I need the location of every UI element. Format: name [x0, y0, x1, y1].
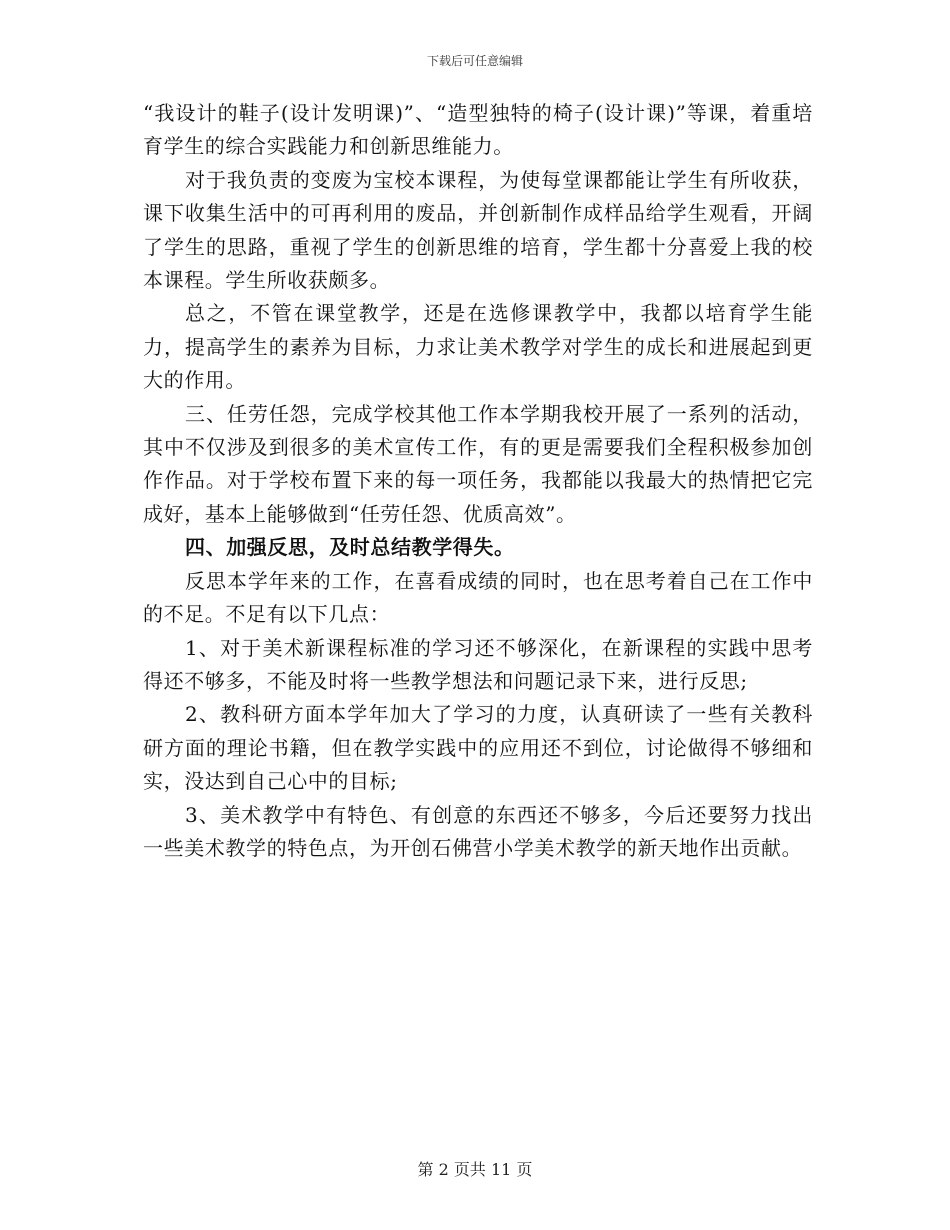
- paragraph-summary: 总之，不管在课堂教学，还是在选修课教学中，我都以培育学生能力，提高学生的素养为目标，力求让美术教学对学生的成长和进展起到更大的作用。: [143, 301, 813, 393]
- page-header: 下载后可任意编辑: [426, 54, 523, 68]
- paragraph-continuation: “我设计的鞋子(设计发明课)”、“造型独特的椅子(设计课)”等课，着重培育学生的综合实践能力和创新思维能力。: [143, 101, 813, 159]
- list-item-2: 2、教科研方面本学年加大了学习的力度，认真研读了一些有关教科研方面的理论书籍，但在教学实践中的应用还不到位，讨论做得不够细和实，没达到自己心中的目标;: [143, 702, 813, 794]
- list-item-1: 1、对于美术新课程标准的学习还不够深化，在新课程的实践中思考得还不够多，不能及时将一些教学想法和问题记录下来，进行反思;: [143, 635, 813, 693]
- paragraph-section-three: 三、任劳任怨，完成学校其他工作本学期我校开展了一系列的活动，其中不仅涉及到很多的美术宣传工作，有的更是需要我们全程积极参加创作作品。对于学校布置下来的每一项任务，我都能以我最大的热情把它完成好，基本上能够做到“任劳任怨、优质高效”。: [143, 401, 813, 526]
- section-heading-four: 四、加强反思，及时总结教学得失。: [185, 535, 515, 560]
- list-item-3: 3、美术教学中有特色、有创意的东西还不够多，今后还要努力找出一些美术教学的特色点，为开创石佛营小学美术教学的新天地作出贡献。: [143, 802, 813, 860]
- paragraph-school-course: 对于我负责的变废为宝校本课程，为使每堂课都能让学生有所收获，课下收集生活中的可再利用的废品，并创新制作成样品给学生观看，开阔了学生的思路，重视了学生的创新思维的培育，学生都十分喜爱上我的校本课程。学生所收获颇多。: [143, 167, 813, 293]
- paragraph-reflection: 反思本学年来的工作，在喜看成绩的同时，也在思考着自己在工作中的不足。不足有以下几点：: [143, 568, 813, 627]
- page-footer: 第 2 页共 11 页: [417, 1160, 533, 1179]
- document-body: [143, 97, 813, 865]
